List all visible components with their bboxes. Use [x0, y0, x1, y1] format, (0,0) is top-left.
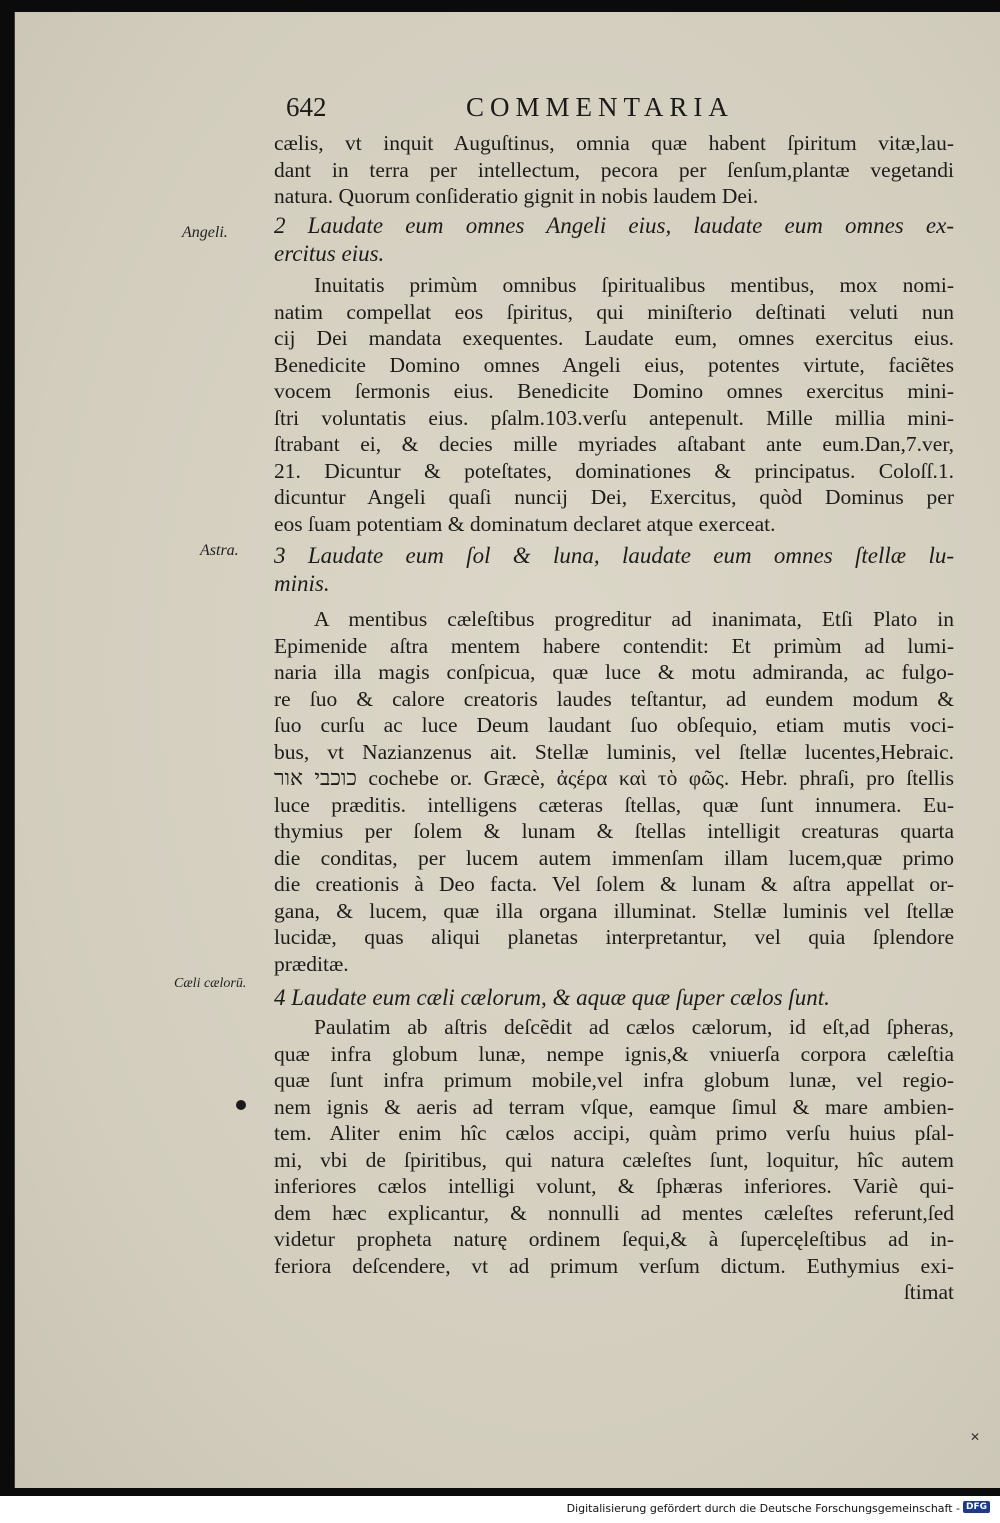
text-line: nem ignis & aeris ad terram vſque, eamque ſimul & mare ambien- [274, 1094, 954, 1119]
text-line: dem hæc explicantur, & nonnulli ad mentes cæleſtes referunt,ſed [274, 1200, 954, 1225]
margin-ink-spot [236, 1100, 246, 1110]
footer-bar [0, 1496, 1000, 1523]
text-line: quæ infra globum lunæ, nempe ignis,& vniuerſa corpora cæleſtia [274, 1041, 954, 1066]
text-line: ſuo curſu ac luce Deum laudant ſuo obſequio, etiam mutis voci- [274, 713, 954, 737]
text-line: quæ ſunt infra primum mobile,vel infra globum lunæ, vel regio- [274, 1068, 954, 1092]
verse-2 [274, 212, 954, 268]
text-line: gana, & lucem, quæ illa organa illuminat. Stellæ luminis vel ſtellæ [274, 898, 954, 923]
verse-line: 2 Laudate eum omnes Angeli eius, laudate eum omnes ex- [274, 213, 954, 238]
text-line: die creationis à Deo facta. Vel ſolem & lunam & aſtra appellat or- [274, 872, 954, 896]
verse-3 [274, 542, 954, 598]
text-line: feriora deſcendere, vt ad primum verſum dictum. Euthymius exi- [274, 1253, 954, 1278]
catchword: ſtimat [903, 1280, 954, 1304]
text-line: ſtrabant ei, & decies mille myriades aſtabant ante eum.Dan,7.ver, [274, 432, 954, 456]
text-line: כוכבי אור cochebe or. Græcè, ἀςέρα καὶ τὸ φῶς. Hebr. phraſi, pro ſtellis [274, 766, 954, 790]
verse-line: minis. [274, 571, 330, 596]
text-line: ſtri voluntatis eius. pſalm.103.verſu antepenult. Mille millia mini- [274, 405, 954, 430]
text-line: præditæ. [274, 951, 349, 976]
margin-note-caeli: Cæli cælorū. [174, 976, 247, 991]
text-block-1 [274, 130, 954, 210]
verse-line: ercitus eius. [274, 241, 385, 266]
text-block-2 [274, 272, 954, 537]
text-line: natura. Quorum conſideratio gignit in nobis laudem Dei. [274, 184, 759, 208]
text-line: cij Dei mandata exequentes. Laudate eum, omnes exercitus eius. [274, 326, 954, 350]
verse-4 [274, 984, 954, 1012]
text-line: thymius per ſolem & lunam & ſtellas intelligit creaturas quarta [274, 819, 954, 843]
text-line: luce præditis. intelligens cæteras ſtellas, quæ ſunt innumera. Eu- [274, 792, 954, 817]
page-number: 642 [286, 92, 327, 122]
text-line: inferiores cælos intelligi volunt, & ſphæras inferiores. Variè qui- [274, 1174, 954, 1198]
text-block-3 [274, 606, 954, 977]
text-line: dicuntur Angeli quaſi nuncij Dei, Exercitus, quòd Dominus per [274, 485, 954, 509]
text-line: vocem ſermonis eius. Benedicite Domino omnes exercitus mini- [274, 379, 954, 403]
text-line: tem. Aliter enim hîc cælos accipi, quàm primo verſu huius pſal- [274, 1121, 954, 1145]
text-line: naria illa magis conſpicua, quæ luce & motu admiranda, ac fulgo- [274, 660, 954, 684]
text-line: lucidæ, quas aliqui planetas interpretantur, vel quia ſplendore [274, 925, 954, 949]
text-line: 21. Dicuntur & poteſtates, dominationes & principatus. Coloſſ.1. [274, 458, 954, 483]
text-line: A mentibus cæleſtibus progreditur ad inanimata, Etſi Plato in [314, 607, 954, 631]
text-line: mi, vbi de ſpiritibus, qui natura cæleſtes ſunt, loquitur, hîc autem [274, 1147, 954, 1172]
text-line: re ſuo & calore creatoris laudes teſtantur, ad eundem modum & [274, 686, 954, 711]
funding-credit: Digitalisierung gefördert durch die Deutsche Forschungsgemeinschaft - [566, 1502, 960, 1515]
text-line: natim compellat eos ſpiritus, qui miniſterio deſtinati veluti nun [274, 299, 954, 324]
dfg-logo: DFG [963, 1501, 990, 1513]
text-line: Paulatim ab aſtris deſcẽdit ad cælos cælorum, id eſt,ad ſpheras, [314, 1015, 954, 1039]
margin-note-astra: Astra. [200, 542, 239, 559]
text-line: die conditas, per lucem autem immenſam illam lucem,quæ primo [274, 845, 954, 870]
text-line: cælis, vt inquit Auguſtinus, omnia quæ habent ſpiritum vitæ,lau- [274, 131, 954, 155]
corner-mark: ✕ [970, 1430, 981, 1444]
text-line: Epimenide aſtra mentem habere contendit: Et primùm ad lumi- [274, 633, 954, 658]
text-line: Inuitatis primùm omnibus ſpiritualibus mentibus, mox nomi- [314, 273, 954, 297]
text-block-4 [274, 1014, 954, 1306]
text-line: Benedicite Domino omnes Angeli eius, potentes virtute, faciẽtes [274, 352, 954, 377]
text-line: videtur propheta naturę ordinem ſequi,& à ſupercęleſtibus ad in- [274, 1227, 954, 1251]
running-head: COMMENTARIA [466, 92, 734, 122]
text-line: bus, vt Nazianzenus ait. Stellæ luminis, vel ſtellæ lucentes,Hebraic. [274, 739, 954, 764]
margin-note-angeli: Angeli. [182, 224, 228, 241]
text-line: dant in terra per intellectum, pecora per ſenſum,plantæ vegetandi [274, 157, 954, 182]
verse-line: 3 Laudate eum ſol & luna, laudate eum omnes ſtellæ lu- [274, 543, 954, 568]
text-line: eos ſuam potentiam & dominatum declaret atque exerceat. [274, 511, 776, 536]
verse-line: 4 Laudate eum cæli cælorum, & aquæ quæ ſuper cælos ſunt. [274, 985, 830, 1010]
